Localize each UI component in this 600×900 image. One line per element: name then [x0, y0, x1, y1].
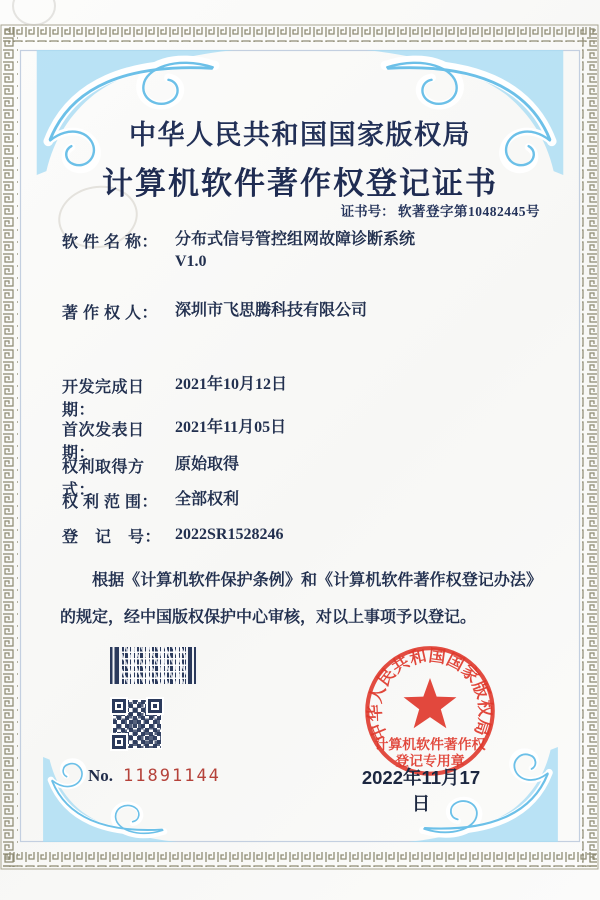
certificate-title: 计算机软件著作权登记证书 [102, 166, 498, 201]
field-value: 2021年10月12日 [175, 376, 288, 393]
field-row-rights-scope [62, 489, 542, 512]
field-label: 首次发表日期： [62, 422, 145, 462]
seal-date: 2022年11月17日 [361, 767, 481, 814]
software-version: V1.0 [175, 253, 207, 271]
certificate-number-label: 证书号： [340, 204, 395, 219]
certificate-number-line [0, 200, 540, 220]
field-label: 权 利 范 围： [62, 494, 159, 511]
software-name: 分布式信号管控组网故障诊断系统 [175, 231, 416, 248]
seal-text-line2: 登记专用章 [395, 754, 465, 770]
greek-key-band-bottom [3, 852, 597, 867]
greek-key-band-top [3, 27, 597, 42]
seal-text-line1: 计算机软件著作权 [374, 738, 486, 753]
qr-finder-top-left [112, 699, 126, 713]
field-value: 全部权利 [175, 491, 240, 508]
pdf417-barcode [110, 647, 198, 684]
issuer-title: 中华人民共和国国家版权局 [129, 120, 471, 150]
registration-statement: 根据《计算机软件保护条例》和《计算机软件著作权登记办法》的规定，经中国版权保护中心审核，对以上事项予以登记。 [60, 572, 542, 626]
field-row-software-name [62, 229, 542, 274]
serial-number-line [88, 766, 221, 786]
field-value [175, 229, 415, 274]
greek-key-band-right [582, 27, 597, 867]
greek-key-band-left [3, 27, 18, 867]
field-value: 原始取得 [175, 456, 240, 473]
field-row-copyright-owner [62, 300, 542, 323]
field-row-registration-number [62, 524, 542, 547]
field-value: 2021年11月05日 [175, 419, 287, 436]
qr-finder-bottom-left [112, 735, 126, 749]
field-label: 登 记 号： [62, 529, 162, 546]
field-label: 软 件 名 称： [62, 234, 159, 251]
barcode-stop-pattern [186, 647, 198, 684]
qr-finder-top-right [148, 699, 162, 713]
barcode-data-region [122, 647, 186, 684]
serial-digits: 11891144 [123, 766, 221, 786]
field-label: 权利取得方式： [62, 459, 145, 499]
barcode-start-pattern [110, 647, 122, 684]
field-label: 开发完成日期： [62, 379, 145, 419]
certificate-number-value: 软著登字第10482445号 [398, 204, 540, 219]
seal-star-icon [404, 678, 457, 728]
registration-number: 2022SR1528246 [175, 526, 284, 543]
qr-code [112, 699, 162, 749]
seal-ring-text: 中华人民共和国国家版权局 [365, 645, 495, 744]
field-row-dev-complete-date [62, 374, 542, 420]
field-value: 深圳市飞思腾科技有限公司 [175, 302, 368, 319]
field-label: 著 作 权 人： [62, 305, 159, 322]
serial-prefix: No. [88, 766, 114, 785]
